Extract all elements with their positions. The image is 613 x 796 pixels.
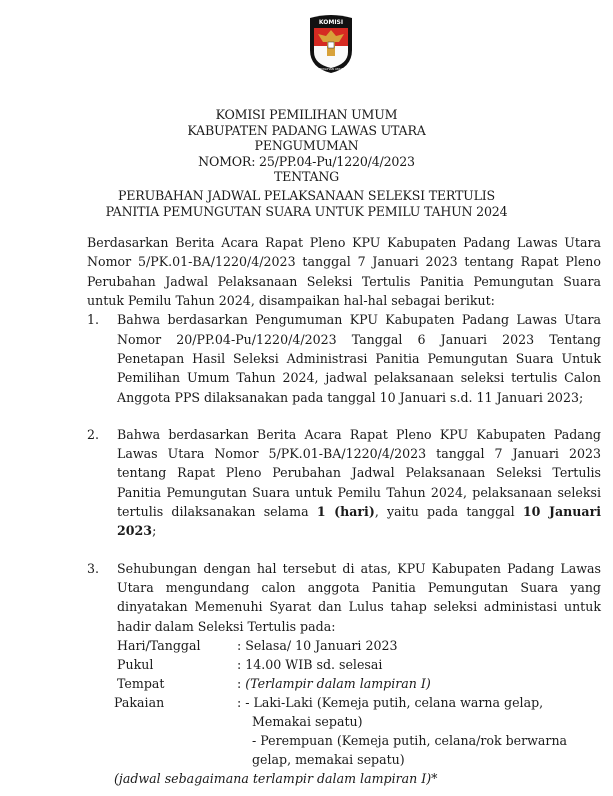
intro-paragraph: Berdasarkan Berita Acara Rapat Pleno KPU Kabupaten Padang Lawas Utara Nomor 5/PK.01-BA/1220/4/2023 tanggal 7 Januari 2023 tentang Rapat Pleno Perubahan Jadwal Pelaksanaan Seleksi Tertulis Panitia Pemungutan Suara untuk Pemilu Tahun 2024, disampaikan hal-hal sebagai berikut: [87,235,601,309]
time-label: Pukul [117,656,154,672]
list-number: 3. [87,560,100,576]
list-item-text: Sehubungan dengan hal tersebut di atas, KPU Kabupaten Padang Lawas Utara mengundang calon anggota Panitia Pemungutan Suara yang dinyatakan Memenuhi Syarat dan Lulus tahap seleksi administasi untuk hadir dalam Seleksi Tertulis pada: [117,560,601,634]
dress-row [114,693,613,769]
place-label: Tempat [117,675,165,691]
schedule-details [114,636,613,769]
list-item-text [117,425,601,541]
duration-bold: 1 (hari) [316,504,375,520]
place-row [114,674,613,693]
header-number: NOMOR: 25/PP.04-Pu/1220/4/2023 [198,153,415,169]
day-row [114,636,613,655]
place-italic: (Terlampir dalam lampiran I) [245,675,431,691]
list-item-text: Bahwa berdasarkan Pengumuman KPU Kabupaten Padang Lawas Utara Nomor 20/PP.04-Pu/1220/4/2023 Tanggal 6 Januari 2023 Tentang Penetapan Hasil Seleksi Administrasi Panitia Pemungutan Suara Untuk Pemilihan Umum Tahun 2024, jadwal pelaksanaan seleksi tertulis Calon Anggota PPS dilaksanakan pada tanggal 10 Januari s.d. 11 Januari 2023; [117,312,601,405]
dress-male: : - Laki-Laki (Kemeja putih, celana warna gelap, [237,694,544,710]
list-number: 2. [87,426,100,442]
list-number: 1. [87,312,100,328]
kpu-emblem-icon [306,12,356,74]
document-header [0,107,613,219]
kpu-logo [306,12,356,74]
day-value: : Selasa/ 10 Januari 2023 [237,637,398,653]
list-item-3 [87,559,601,636]
day-label: Hari/Tanggal [117,637,201,653]
header-subject-1: PERUBAHAN JADWAL PELAKSANAAN SELEKSI TERTULIS [118,187,495,203]
dress-label: Pakaian [114,694,165,710]
list-item-1 [87,310,601,406]
footnote: (jadwal sebagaimana terlampir dalam lampiran I)* [114,770,438,786]
date-bold: 10 Januari 2023 [117,504,602,539]
time-value: : 14.00 WIB sd. selesai [237,656,383,672]
text-segment: Bahwa berdasarkan Berita Acara Rapat Pleno KPU Kabupaten Padang Lawas Utara Nomor 5/PK.01-BA/1220/4/2023 tanggal 7 Januari 2023 tentang Rapat Pleno Perubahan Jadwal Pelaksanaan Seleksi Tertulis Panitia Pemungutan Suara untuk Pemilu Tahun 2024, pelaksanaan seleksi tertulis dilaksanakan selama [117,426,601,520]
header-institution: KOMISI PEMILIHAN UMUM [215,107,398,122]
text-segment: , yaitu pada tanggal [374,504,523,520]
logo-top-text: KOMISI [318,19,344,26]
place-value [237,674,613,693]
dress-male-2: Memakai sepatu) [252,713,363,729]
header-subject-2: PANITIA PEMUNGUTAN SUARA UNTUK PEMILU TAHUN 2024 [105,203,508,219]
header-doc-type: PENGUMUMAN [254,138,359,154]
dress-female-2: gelap, memakai sepatu) [252,751,405,767]
list-item-2 [87,425,601,541]
colon: : [237,675,246,691]
text-segment: ; [152,523,157,539]
logo-bottom-text: PEMILIHAN UMUM [317,67,345,71]
time-row [114,655,613,674]
header-region: KABUPATEN PADANG LAWAS UTARA [187,122,426,138]
header-tentang: TENTANG [273,169,340,185]
dress-female: - Perempuan (Kemeja putih, celana/rok berwarna [252,732,568,748]
dress-values [237,693,613,769]
